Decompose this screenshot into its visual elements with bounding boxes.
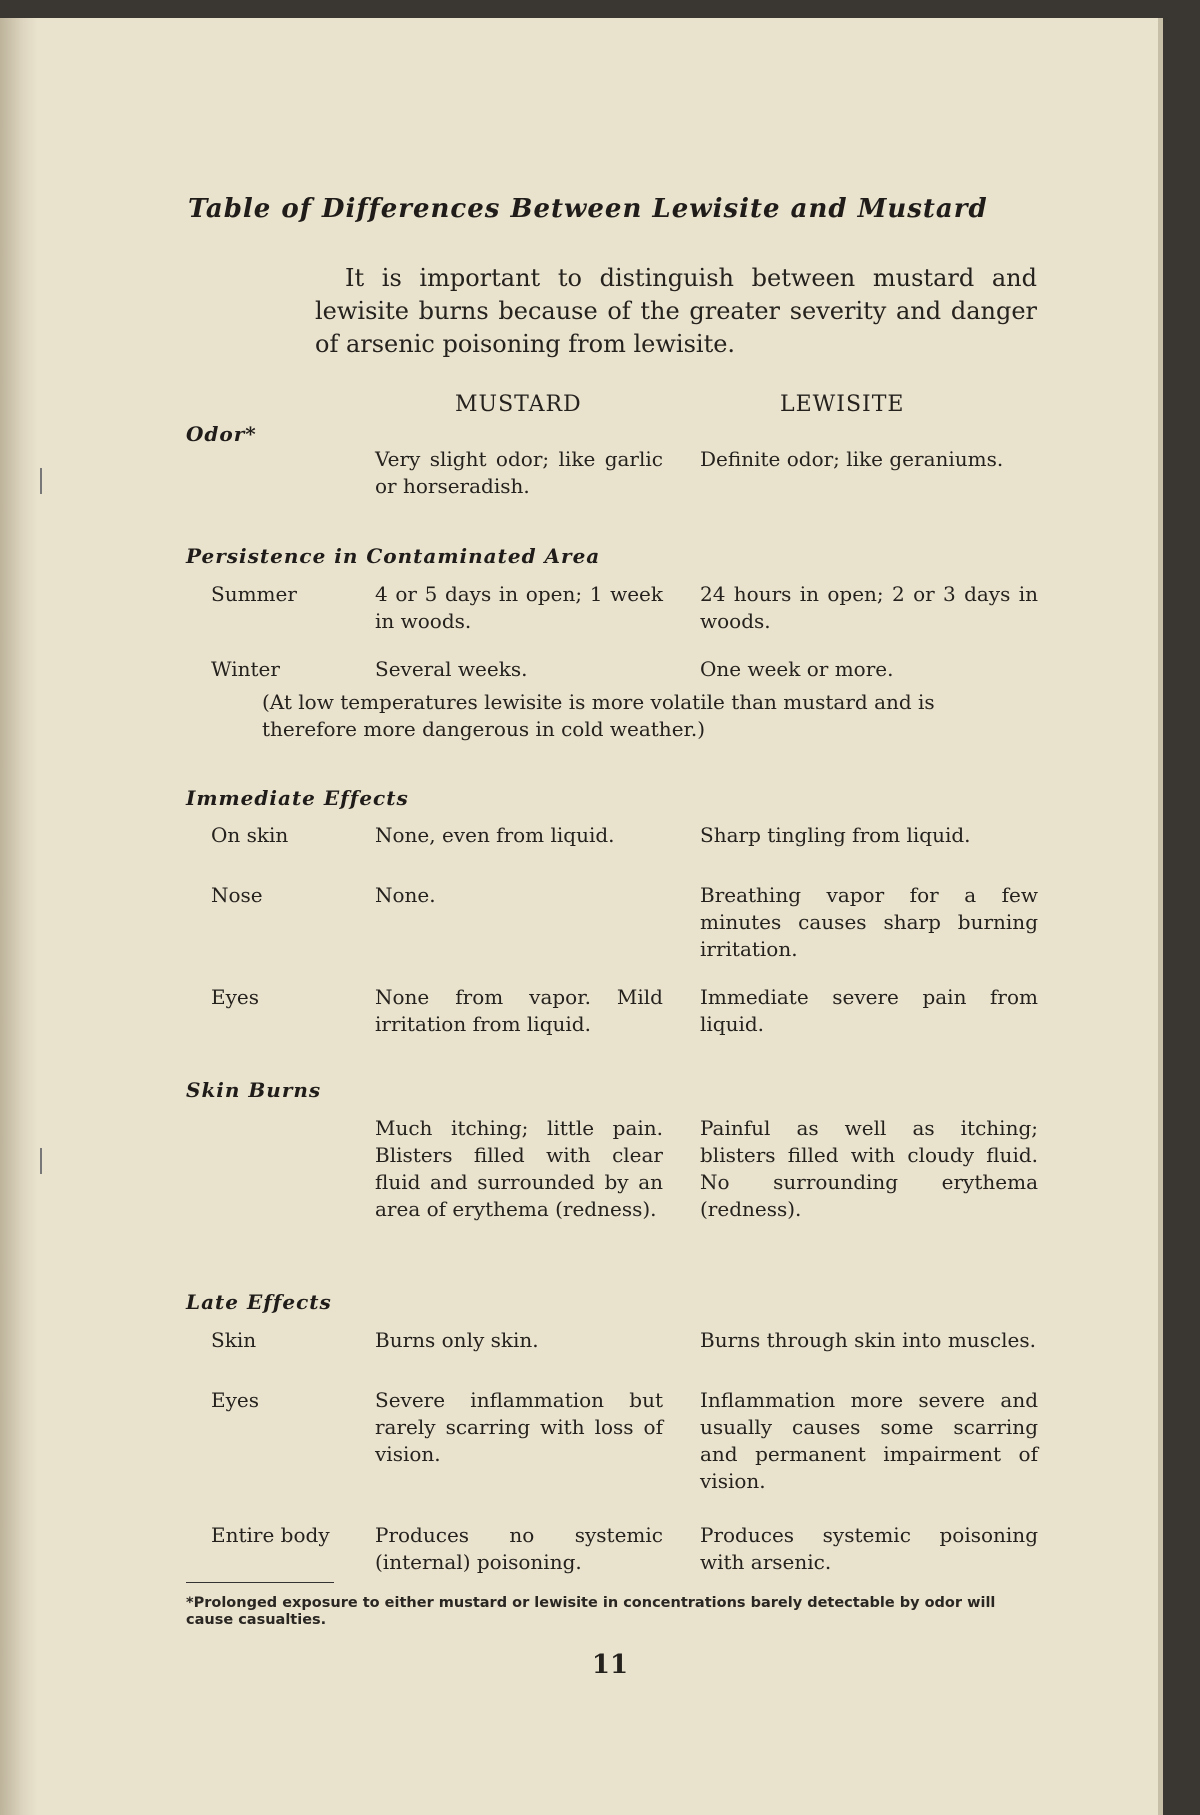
- section-heading-skin-burns: Skin Burns: [186, 1078, 322, 1102]
- row-label: On skin: [211, 823, 289, 847]
- late-skin-lewisite: Burns through skin into muscles.: [700, 1328, 1036, 1352]
- persistence-note: (At low temperatures lewisite is more volatile than mustard and is therefore more dangerous in cold weather.): [262, 690, 935, 741]
- immediate-eyes-mustard: None from vapor. Mild irritation from liquid.: [375, 985, 663, 1036]
- skin-burns-lewisite: Painful as well as itching; blisters filled with cloudy fluid. No surrounding erythema (redness).: [700, 1116, 1038, 1221]
- section-heading-late: Late Effects: [186, 1290, 332, 1314]
- column-header-mustard: MUSTARD: [455, 392, 582, 417]
- section-heading-persistence: Persistence in Contaminated Area: [186, 544, 601, 568]
- document-page: [0, 18, 1163, 1815]
- page-title: Table of Differences Between Lewisite and Mustard: [188, 194, 988, 224]
- row-label: Eyes: [211, 1388, 259, 1412]
- row-label: Winter: [211, 657, 280, 681]
- row-label: Entire body: [211, 1523, 330, 1547]
- skin-burns-mustard: Much itching; little pain. Blisters filled with clear fluid and surrounded by an area of erythema (redness).: [375, 1116, 663, 1221]
- section-heading-immediate: Immediate Effects: [186, 786, 409, 810]
- persistence-summer-mustard: 4 or 5 days in open; 1 week in woods.: [375, 582, 663, 633]
- binding-mark: [40, 468, 42, 494]
- binding-mark: [40, 1148, 42, 1174]
- row-label: Nose: [211, 883, 263, 907]
- late-eyes-mustard: Severe inflammation but rarely scarring with loss of vision.: [375, 1388, 663, 1466]
- binding-gutter: [0, 18, 38, 1815]
- persistence-summer-lewisite: 24 hours in open; 2 or 3 days in woods.: [700, 582, 1038, 633]
- row-label: Eyes: [211, 985, 259, 1009]
- immediate-nose-lewisite: Breathing vapor for a few minutes causes sharp burning irritation.: [700, 883, 1038, 961]
- persistence-winter-lewisite: One week or more.: [700, 657, 894, 681]
- odor-lewisite: Definite odor; like geraniums.: [700, 447, 1004, 471]
- column-header-lewisite: LEWISITE: [780, 392, 905, 417]
- row-label: Summer: [211, 582, 297, 606]
- row-label: Skin: [211, 1328, 257, 1352]
- footnote-divider: [186, 1582, 334, 1583]
- section-heading-odor: Odor*: [186, 422, 257, 446]
- late-skin-mustard: Burns only skin.: [375, 1328, 539, 1352]
- immediate-eyes-lewisite: Immediate severe pain from liquid.: [700, 985, 1038, 1036]
- immediate-nose-mustard: None.: [375, 883, 436, 907]
- late-body-mustard: Produces no systemic (internal) poisoning.: [375, 1523, 663, 1574]
- late-eyes-lewisite: Inflammation more severe and usually causes some scarring and permanent impairment of vision.: [700, 1388, 1038, 1493]
- intro-paragraph: It is important to distinguish between mustard and lewisite burns because of the greater severity and danger of arsenic poisoning from lewisite.: [315, 264, 1037, 358]
- persistence-winter-mustard: Several weeks.: [375, 657, 528, 681]
- odor-mustard: Very slight odor; like garlic or horseradish.: [375, 447, 663, 498]
- immediate-skin-mustard: None, even from liquid.: [375, 823, 615, 847]
- late-body-lewisite: Produces systemic poisoning with arsenic.: [700, 1523, 1038, 1574]
- immediate-skin-lewisite: Sharp tingling from liquid.: [700, 823, 971, 847]
- footnote: *Prolonged exposure to either mustard or lewisite in concentrations barely detectable by odor will cause casualties.: [186, 1595, 996, 1628]
- page-number: 11: [591, 1650, 629, 1680]
